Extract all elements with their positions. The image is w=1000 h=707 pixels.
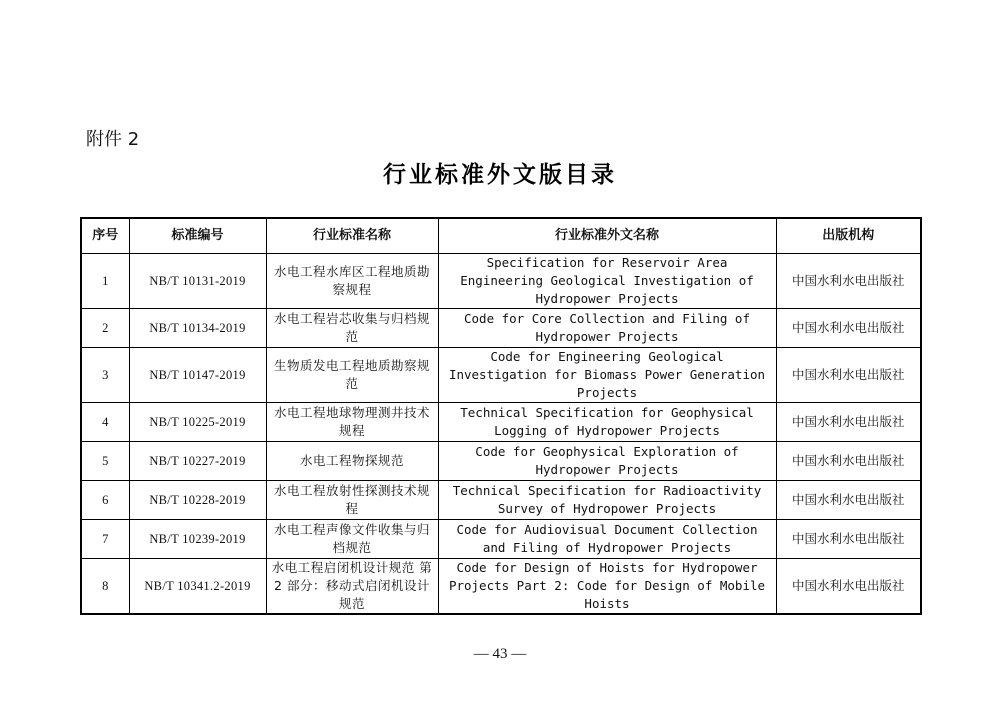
- table-header-row: [81, 218, 921, 254]
- table-row: [81, 559, 921, 615]
- standard-name-en: Code for Engineering Geological Investigation for Biomass Power Generation Projects: [438, 348, 776, 403]
- standard-name-cn: 水电工程声像文件收集与归档规范: [266, 520, 438, 559]
- standard-code: NB/T 10228-2019: [129, 481, 266, 520]
- table-row: [81, 403, 921, 442]
- row-number: 7: [81, 520, 129, 559]
- standard-name-en: Specification for Reservoir Area Engineering Geological Investigation of Hydropower Projects: [438, 254, 776, 309]
- header-serial-number: 序号: [81, 218, 129, 254]
- publisher: 中国水利水电出版社: [776, 348, 921, 403]
- standard-code: NB/T 10147-2019: [129, 348, 266, 403]
- page-title: 行业标准外文版目录: [383, 162, 617, 188]
- row-number: 3: [81, 348, 129, 403]
- standard-name-cn: 水电工程物探规范: [266, 442, 438, 481]
- standard-code: NB/T 10341.2-2019: [129, 559, 266, 615]
- standard-name-en: Code for Core Collection and Filing of Hydropower Projects: [438, 309, 776, 348]
- publisher: 中国水利水电出版社: [776, 309, 921, 348]
- standards-table: [80, 217, 922, 615]
- standard-name-en: Technical Specification for Radioactivity Survey of Hydropower Projects: [438, 481, 776, 520]
- standard-code: NB/T 10134-2019: [129, 309, 266, 348]
- header-publisher: 出版机构: [776, 218, 921, 254]
- table-row: [81, 254, 921, 309]
- attachment-label: 附件 2: [86, 129, 140, 150]
- publisher: 中国水利水电出版社: [776, 403, 921, 442]
- table-row: [81, 309, 921, 348]
- row-number: 8: [81, 559, 129, 615]
- standard-code: NB/T 10225-2019: [129, 403, 266, 442]
- standard-name-en: Code for Design of Hoists for Hydropower Projects Part 2: Code for Design of Mobile Hoists: [438, 559, 776, 615]
- header-foreign-name: 行业标准外文名称: [438, 218, 776, 254]
- standard-code: NB/T 10131-2019: [129, 254, 266, 309]
- standard-name-en: Code for Geophysical Exploration of Hydropower Projects: [438, 442, 776, 481]
- header-standard-name: 行业标准名称: [266, 218, 438, 254]
- standard-name-cn: 水电工程岩芯收集与归档规范: [266, 309, 438, 348]
- standard-code: NB/T 10239-2019: [129, 520, 266, 559]
- table-row: [81, 520, 921, 559]
- standard-name-cn: 水电工程启闭机设计规范 第 2 部分：移动式启闭机设计规范: [266, 559, 438, 615]
- standard-name-cn: 水电工程地球物理测井技术规程: [266, 403, 438, 442]
- standard-name-cn: 水电工程水库区工程地质勘察规程: [266, 254, 438, 309]
- page-number: — 43 —: [473, 646, 527, 662]
- standard-name-en: Code for Audiovisual Document Collection and Filing of Hydropower Projects: [438, 520, 776, 559]
- publisher: 中国水利水电出版社: [776, 481, 921, 520]
- standard-name-cn: 生物质发电工程地质勘察规范: [266, 348, 438, 403]
- row-number: 4: [81, 403, 129, 442]
- row-number: 1: [81, 254, 129, 309]
- standard-code: NB/T 10227-2019: [129, 442, 266, 481]
- table-row: [81, 481, 921, 520]
- row-number: 6: [81, 481, 129, 520]
- header-standard-code: 标准编号: [129, 218, 266, 254]
- standard-name-cn: 水电工程放射性探测技术规程: [266, 481, 438, 520]
- publisher: 中国水利水电出版社: [776, 254, 921, 309]
- publisher: 中国水利水电出版社: [776, 559, 921, 615]
- publisher: 中国水利水电出版社: [776, 442, 921, 481]
- publisher: 中国水利水电出版社: [776, 520, 921, 559]
- table-row: [81, 442, 921, 481]
- row-number: 5: [81, 442, 129, 481]
- table-row: [81, 348, 921, 403]
- standard-name-en: Technical Specification for Geophysical Logging of Hydropower Projects: [438, 403, 776, 442]
- row-number: 2: [81, 309, 129, 348]
